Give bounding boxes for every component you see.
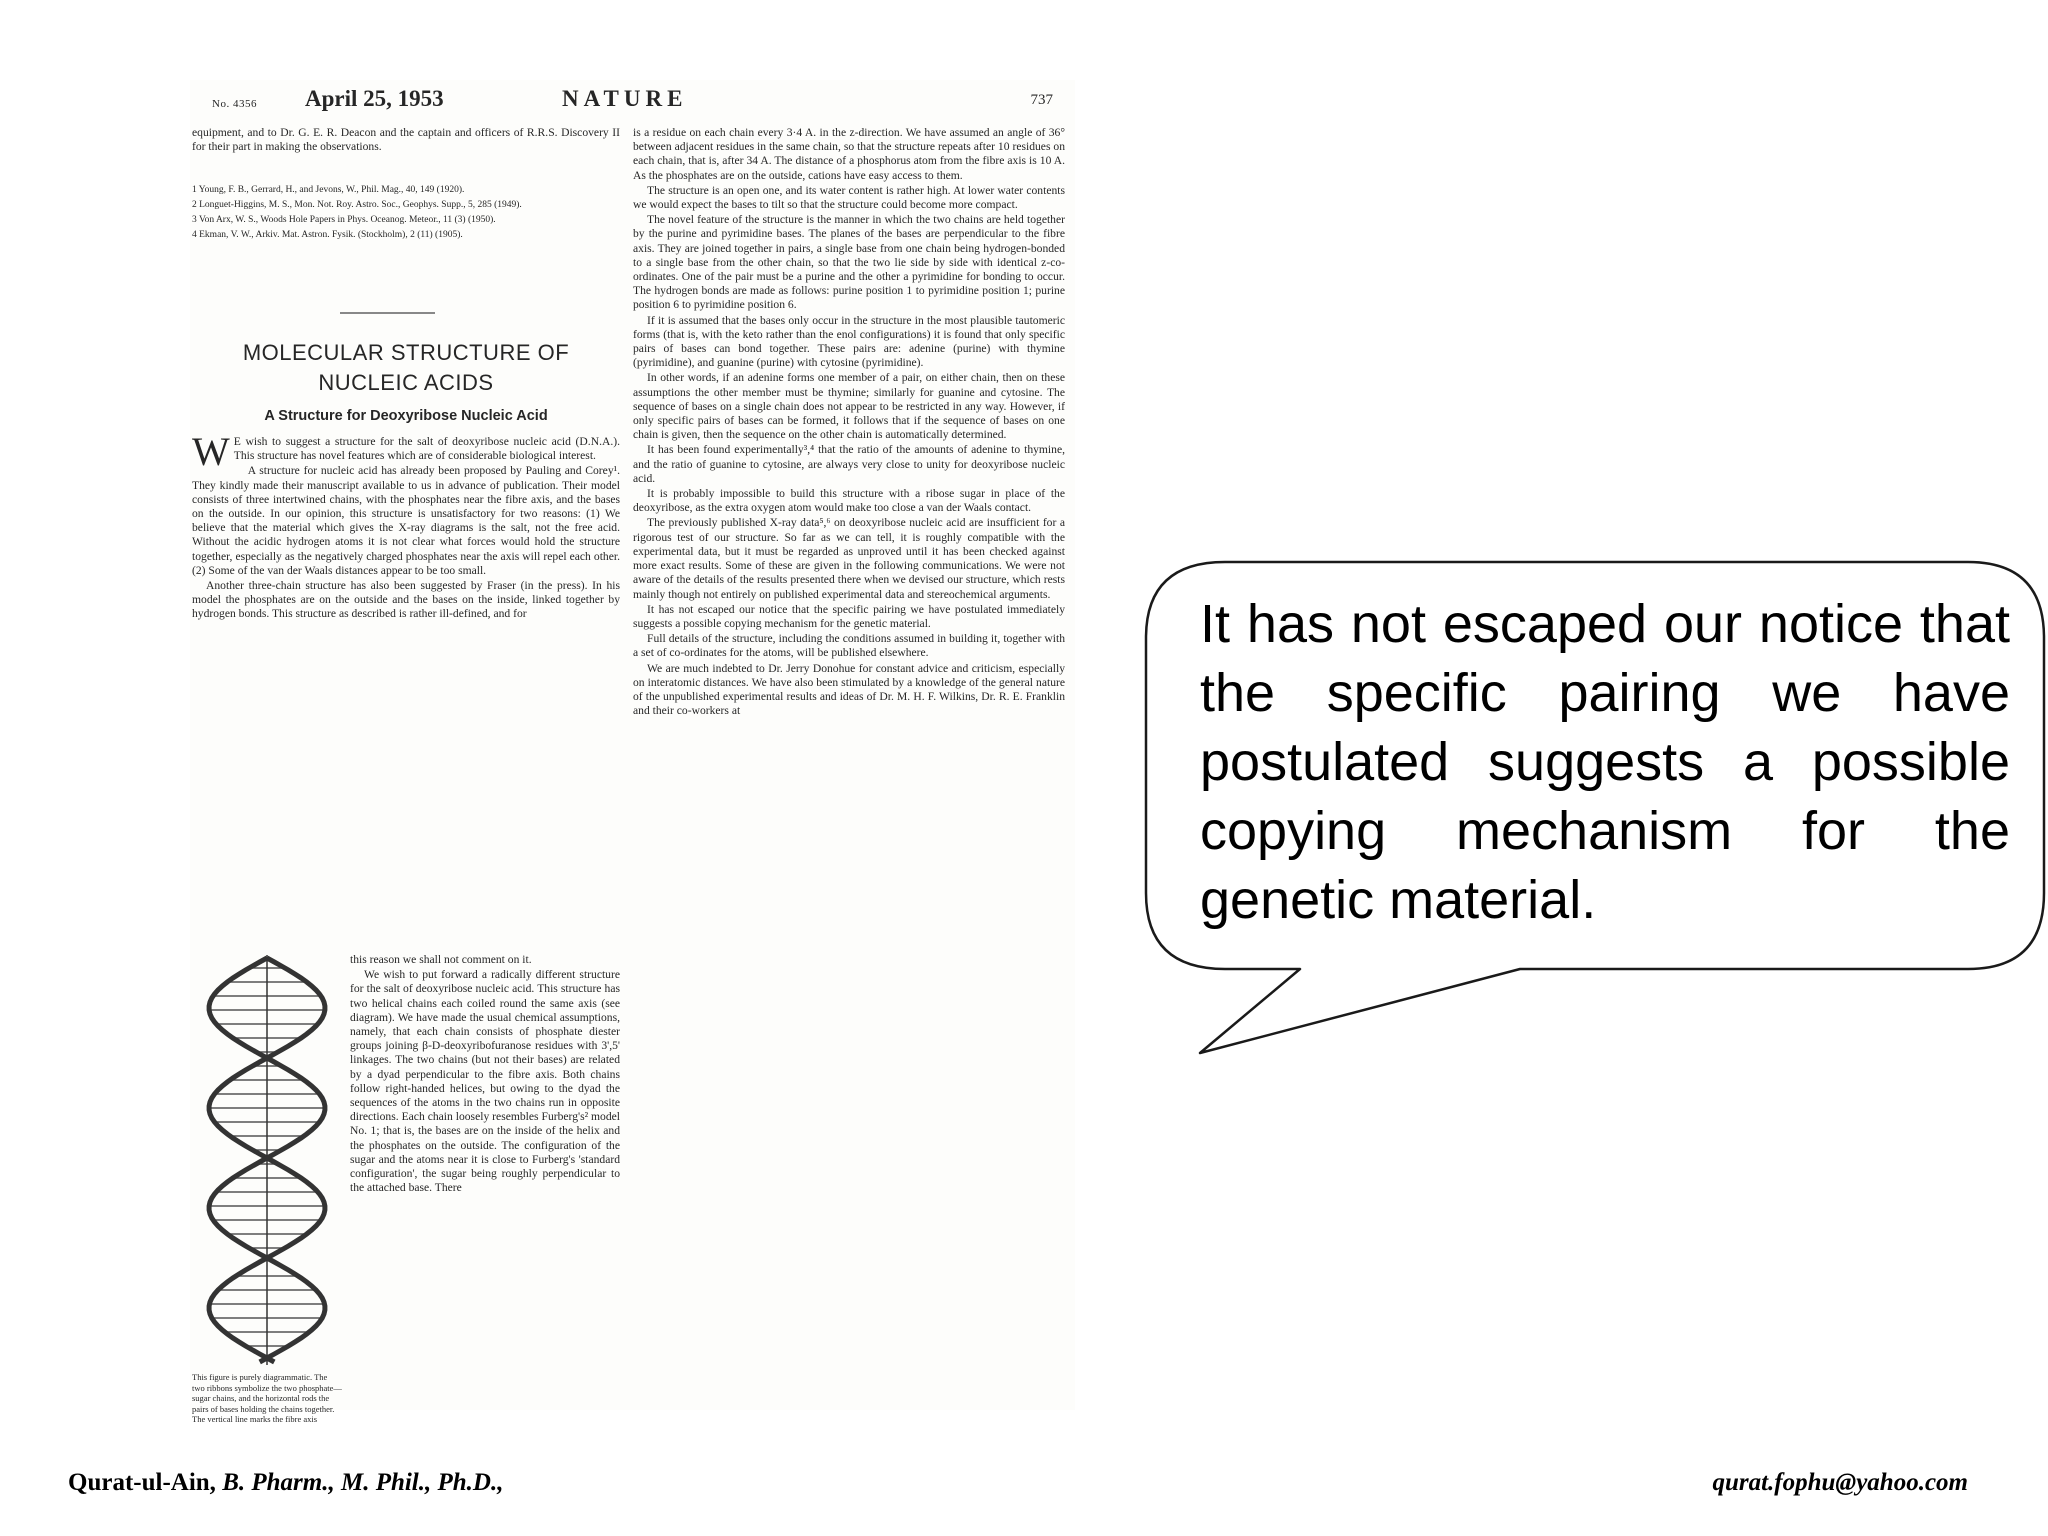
article-title-line: NUCLEIC ACIDS [318, 370, 494, 395]
reference-item: 3 Von Arx, W. S., Woods Hole Papers in Phys. Oceanog. Meteor., 11 (3) (1950). [192, 215, 496, 225]
body-paragraph: The novel feature of the structure is the manner in which the two chains are held together by the purine and pyrimidine bases. The planes of the bases are perpendicular to the fibre axis. They are joined together in pairs, a single base from one chain being hydrogen-bonded to a single base from the other chain, so that the two lie side by side with identical z-co-ordinates. One of the pair must be a purine and the other a pyrimidine for bonding to occur. The hydrogen bonds are made as follows: purine position 1 to pyrimidine position 1; purine position 6 to pyrimidine position 6. [633, 213, 1065, 312]
author-credentials: B. Pharm., M. Phil., Ph.D., [215, 1469, 504, 1496]
previous-acknowledgement: equipment, and to Dr. G. E. R. Deacon and the captain and officers of R.R.S. Discovery II for their part in making the observations. [192, 126, 620, 154]
reference-item: 4 Ekman, V. W., Arkiv. Mat. Astron. Fysik. (Stockholm), 2 (11) (1905). [192, 230, 463, 240]
body-paragraph: Another three-chain structure has also been suggested by Fraser (in the press). In his model the phosphates are on the outside and the bases on the inside, linked together by hydrogen bonds. This structure as described is rather ill-defined, and for [192, 579, 620, 621]
body-paragraph: Full details of the structure, including the conditions assumed in building it, together with a set of co-ordinates for the atoms, will be published elsewhere. [633, 632, 1065, 660]
reference-list [192, 184, 620, 244]
section-divider [340, 312, 435, 314]
quote-text: It has not escaped our notice that the specific pairing we have postulated suggests a possible copying mechanism for the genetic material. [1200, 594, 2010, 930]
drop-cap: W [192, 429, 230, 474]
author-name: Qurat-ul-Ain, [68, 1469, 216, 1496]
reference-item: 2 Longuet-Higgins, M. S., Mon. Not. Roy. Astro. Soc., Geophys. Supp., 5, 285 (1949). [192, 200, 522, 210]
intro-text: E wish to suggest a structure for the salt of deoxyribose nucleic acid (D.N.A.). This structure has novel features which are of considerable biological interest. [233, 435, 620, 463]
body-paragraph: The previously published X-ray data⁵,⁶ on deoxyribose nucleic acid are insufficient for a rigorous test of our structure. So far as we can tell, it is roughly compatible with the experimental data, but it must be regarded as unproved until it has been checked against more exact results. Some of these are given in the following communications. We were not aware of the details of the results presented there when we devised our structure, which rests mainly though not entirely on published experimental data and stereochemical arguments. [633, 516, 1065, 601]
article-scan [190, 80, 1075, 1424]
double-helix-diagram [192, 950, 342, 1370]
body-paragraph: this reason we shall not comment on it. [350, 953, 532, 966]
figure-caption: This figure is purely diagrammatic. The two ribbons symbolize the two phosphate—sugar chains, and the horizontal rods the pairs of bases holding the chains together. The vertical line marks the fibre axis [192, 1372, 342, 1424]
right-column-body [633, 126, 1065, 1406]
journal-name: NATURE [562, 86, 688, 111]
body-paragraph: It has been found experimentally³,⁴ that the ratio of the amounts of adenine to thymine, and the ratio of guanine to cytosine, are always very close to unity for deoxyribose nucleic acid. [633, 443, 1065, 485]
article-title [192, 338, 620, 398]
left-narrow-column [350, 953, 620, 1488]
body-paragraph: We wish to put forward a radically different structure for the salt of deoxyribose nucleic acid. This structure has two helical chains each coiled round the same axis (see diagram). We have made the usual chemical assumptions, namely, that each chain consists of phosphate diester groups joining β-D-deoxyribofuranose residues with 3',5' linkages. The two chains (but not their bases) are related by a dyad perpendicular to the fibre axis. Both chains follow right-handed helices, but owing to the dyad the sequences of the atoms in the two chains run in opposite directions. Each chain loosely resembles Furberg's² model No. 1; that is, the bases are on the inside of the helix and the phosphates on the outside. The configuration of the sugar and the atoms near it is close to Furberg's 'standard configuration', the sugar being roughly perpendicular to the attached base. There [350, 968, 620, 1195]
body-paragraph: If it is assumed that the bases only occur in the structure in the most plausible tautomeric forms (that is, with the keto rather than the enol configurations) it is found that only specific pairs of bases can bond together. These pairs are: adenine (purine) with thymine (pyrimidine), and guanine (purine) with cytosine (pyrimidine). [633, 313, 1065, 370]
body-paragraph: A structure for nucleic acid has already been proposed by Pauling and Corey¹. They kindly made their manuscript available to us in advance of publication. Their model consists of three intertwined chains, with the phosphates near the fibre axis, and the bases on the outside. In our opinion, this structure is unsatisfactory for two reasons: (1) We believe that the material which gives the X-ray diagrams is the salt, not the free acid. Without the acidic hydrogen atoms it is not clear what forces would hold the structure together, especially as the negatively charged phosphates near the axis will repel each other. (2) Some of the van der Waals distances appear to be too small. [192, 464, 620, 577]
article-title-line: MOLECULAR STRUCTURE OF [242, 340, 570, 365]
body-paragraph: It is probably impossible to build this structure with a ribose sugar in place of the deoxyribose, as the extra oxygen atom would make too close a van der Waals contact. [633, 487, 1065, 515]
reference-item: 1 Young, F. B., Gerrard, H., and Jevons, W., Phil. Mag., 40, 149 (1920). [192, 185, 465, 195]
issue-number: No. 4356 [212, 98, 257, 110]
author-email: qurat.fophu@yahoo.com [1712, 1469, 1968, 1496]
body-paragraph: In other words, if an adenine forms one member of a pair, on either chain, then on these assumptions the other member must be thymine; similarly for guanine and cytosine. The sequence of bases on a single chain does not appear to be restricted in any way. However, if only specific pairs of bases can be formed, it follows that if the sequence of bases on one chain is given, then the sequence on the other chain is automatically determined. [633, 371, 1065, 442]
body-paragraph: is a residue on each chain every 3·4 A. in the z-direction. We have assumed an angle of 36° between adjacent residues in the same chain, so that the structure repeats after 10 residues on each chain, that is, after 34 A. The distance of a phosphorus atom from the fibre axis is 10 A. As the phosphates are on the outside, cations have easy access to them. [633, 126, 1065, 182]
article-subtitle: A Structure for Deoxyribose Nucleic Acid [264, 408, 548, 424]
body-paragraph: It has not escaped our notice that the specific pairing we have postulated immediately suggests a possible copying mechanism for the genetic material. [633, 602, 1065, 630]
body-paragraph: We are much indebted to Dr. Jerry Donohue for constant advice and criticism, especially on interatomic distances. We have also been stimulated by a knowledge of the general nature of the unpublished experimental results and ideas of Dr. M. H. F. Wilkins, Dr. R. E. Franklin and their co-workers at [633, 661, 1065, 718]
issue-date: April 25, 1953 [305, 86, 444, 111]
body-paragraph: The structure is an open one, and its water content is rather high. At lower water contents we would expect the bases to tilt so that the structure could become more compact. [633, 183, 1065, 212]
page-number: 737 [1030, 92, 1053, 108]
author-credit [68, 1469, 504, 1497]
journal-masthead [200, 84, 1065, 118]
left-column-body [192, 429, 620, 953]
intro-paragraph [192, 429, 620, 474]
